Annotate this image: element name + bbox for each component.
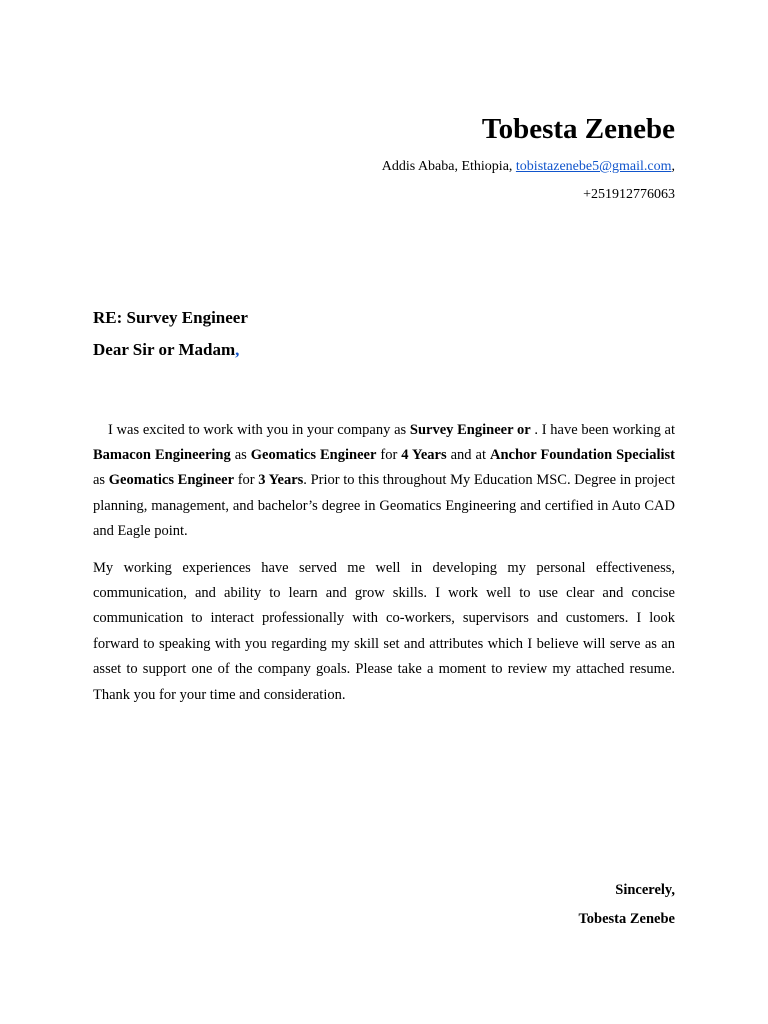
applicant-name: Tobesta Zenebe [481, 113, 675, 145]
location-text: Addis Ababa, Ethiopia, [381, 159, 516, 174]
para1-bold-role-1: Geomatics Engineer [250, 446, 377, 463]
email-link[interactable]: tobistazenebe5@gmail.com [515, 159, 672, 174]
closing: Sincerely, [615, 882, 675, 898]
para1-bold-employer-1: Bamacon Engineering [93, 446, 231, 463]
para1-text-2: . I have been working at [530, 421, 676, 438]
salutation-text: Dear Sir or Madam [93, 340, 236, 359]
phone-number: +251912776063 [583, 187, 675, 202]
body-paragraph-1 [93, 418, 675, 545]
letter-subject: RE: Survey Engineer [93, 308, 248, 327]
salutation-comma: , [235, 340, 240, 359]
para1-text-7: for [234, 472, 259, 489]
para1-text-8: . Prior to this throughout My Education MSC. Degree in project planning, management, and bachelor’s degree in Geomatics Engineering and certified in Auto CAD and Eagle point. [93, 472, 675, 540]
signature-name: Tobesta Zenebe [578, 911, 675, 927]
para1-text-4: for [376, 446, 402, 463]
para1-bold-role-2: Geomatics Engineer [108, 472, 235, 489]
para1-bold-years-2: 3 Years [258, 472, 304, 489]
contact-line [382, 159, 675, 175]
para1-bold-position: Survey Engineer or [409, 421, 531, 438]
para1-bold-employer-2: Anchor Foundation Specialist [490, 446, 675, 463]
contact-separator: , [671, 159, 675, 174]
salutation [93, 340, 239, 360]
para1-text-6: as [93, 472, 109, 489]
para1-text-1: I was excited to work with you in your company as [108, 421, 410, 438]
para1-text-3: as [230, 446, 251, 463]
para1-text-5: and at [446, 446, 490, 463]
para1-bold-years-1: 4 Years [401, 446, 447, 463]
body-paragraph-2: My working experiences have served me well in developing my personal effectiveness, communication, and ability to learn and grow skills. I work well to use clear and concise communication to interact professionally with co-workers, supervisors and customers. I look forward to speaking with you regarding my skill set and attributes which I believe will serve as an asset to support one of the company goals. Please take a moment to review my attached resume. Thank you for your time and consideration. [93, 559, 675, 703]
